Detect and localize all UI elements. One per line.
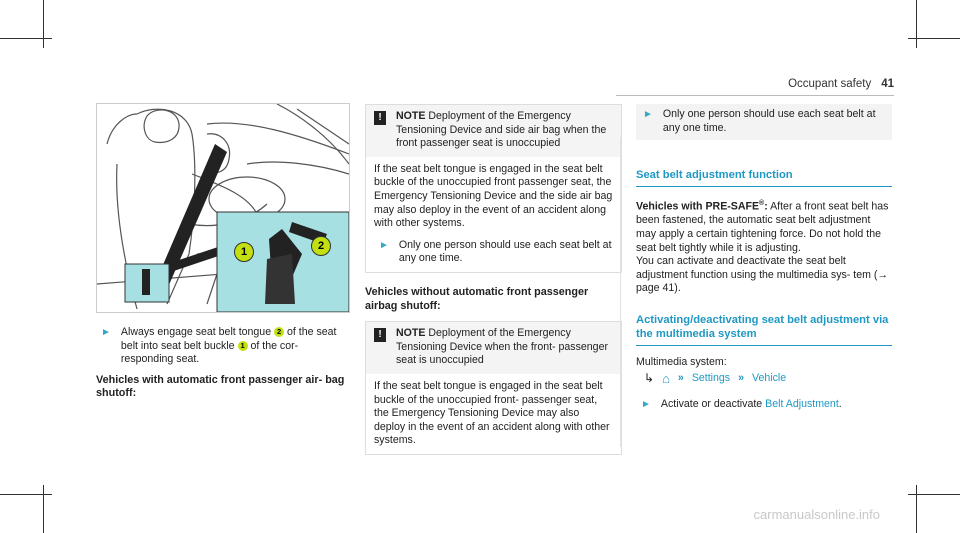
section-title: Seat belt adjustment function: [636, 169, 793, 182]
section-seat-belt-adjustment: [636, 168, 892, 187]
menu-vehicle: Vehicle: [752, 372, 787, 385]
final-step: [636, 398, 892, 412]
step-arrow-icon: ►: [643, 109, 653, 120]
top-step-text: Only one person should use each seat belt at any one time.: [662, 108, 876, 134]
adjustment-paragraph: You can activate and deactivate the seat belt adjustment function using the multimedia sys- tem (→ page 41).: [636, 255, 888, 295]
step-text: Always engage seat belt tongue: [120, 326, 272, 338]
note-step-text: Only one person should use each seat belt at any one time.: [398, 238, 612, 265]
top-step: [636, 104, 892, 140]
badge-1: 1: [238, 341, 248, 351]
seat-belt-drawing: [97, 104, 349, 312]
chevron-icon: »: [677, 372, 684, 385]
middle-column: [365, 104, 622, 455]
final-step-text: Activate or deactivate: [660, 398, 763, 411]
badge-2: 2: [274, 327, 284, 337]
left-column: [96, 326, 350, 401]
pre-safe-colon: :: [764, 200, 768, 213]
return-arrow-icon: ↳: [644, 371, 655, 386]
crop-mark: [0, 38, 52, 39]
note-body-text: If the seat belt tongue is engaged in the seat belt buckle of the unoccupied front passenger seat, the Emergency Tensioning Device and the side air bag may also deploy in the event of an accident along with other systems.: [374, 162, 613, 230]
multimedia-label: Multimedia system:: [636, 355, 727, 368]
warning-icon: !: [374, 328, 386, 342]
final-step-end: .: [838, 398, 842, 411]
crop-mark: [43, 485, 44, 533]
watermark: carmanualsonline.info: [753, 507, 880, 522]
section-rule: [636, 186, 892, 187]
crop-mark: [916, 0, 917, 48]
registered-mark: ®: [759, 200, 765, 208]
chevron-icon: »: [738, 372, 745, 385]
sub-heading-auto-shutoff: Vehicles with automatic front passenger air- bag shutoff:: [96, 373, 345, 400]
column-divider: [620, 137, 621, 447]
note-box-1: [365, 104, 622, 273]
note-step: [374, 239, 613, 266]
pre-safe-text: After a front seat belt has been fastened, the automatic seat belt adjustment may apply a certain tightening force. Do not hold the seat belt tightly while it is adjusting.: [636, 200, 889, 254]
menu-path: [644, 372, 892, 386]
pre-safe-paragraph: [636, 197, 892, 255]
note-label: NOTE: [396, 110, 426, 122]
note-heading: Deployment of the Emergency Tensioning Device when the front- passenger seat is unoccupied: [396, 327, 608, 367]
belt-adjustment-option: Belt Adjustment: [765, 398, 839, 411]
warning-icon: !: [374, 111, 386, 125]
seat-belt-illustration: [96, 103, 350, 313]
header-section: Occupant safety: [788, 78, 872, 90]
step-arrow-icon: ►: [101, 327, 111, 338]
section-activating: [636, 313, 892, 346]
crop-mark: [0, 494, 52, 495]
crop-mark: [916, 485, 917, 533]
pre-safe-label: Vehicles with PRE-SAFE: [636, 200, 760, 213]
menu-settings: Settings: [691, 372, 731, 385]
page-header: [788, 78, 894, 90]
note-heading: Deployment of the Emergency Tensioning Device and side air bag when the front passenger seat is unoccupied: [396, 110, 607, 150]
callout-1: 1: [234, 242, 254, 262]
step-arrow-icon: ►: [379, 239, 389, 251]
sub-heading-no-auto-shutoff: Vehicles without automatic front passenger airbag shutoff:: [365, 285, 589, 312]
section-rule: [636, 345, 892, 346]
crop-mark: [43, 0, 44, 48]
note-label: NOTE: [396, 327, 426, 340]
callout-2: 2: [311, 236, 331, 256]
step-text-mid: of the seat belt into seat belt buckle: [120, 326, 337, 352]
header-rule: [616, 95, 894, 96]
note-body-text: If the seat belt tongue is engaged in the seat belt buckle of the unoccupied front- passenger seat, the Emergency Tensioning Device may also deploy in the event of an accident along with other systems.: [374, 379, 610, 447]
note-box-2: [365, 321, 622, 455]
page-number: 41: [881, 78, 894, 90]
step-text-end: of the cor- responding seat.: [120, 339, 299, 366]
step-arrow-icon: ►: [641, 399, 651, 411]
section-title: Activating/deactivating seat belt adjustment via the multimedia system: [636, 313, 889, 340]
right-column: [636, 104, 892, 412]
home-icon: ⌂: [662, 371, 670, 387]
engage-belt-step: [96, 326, 350, 367]
